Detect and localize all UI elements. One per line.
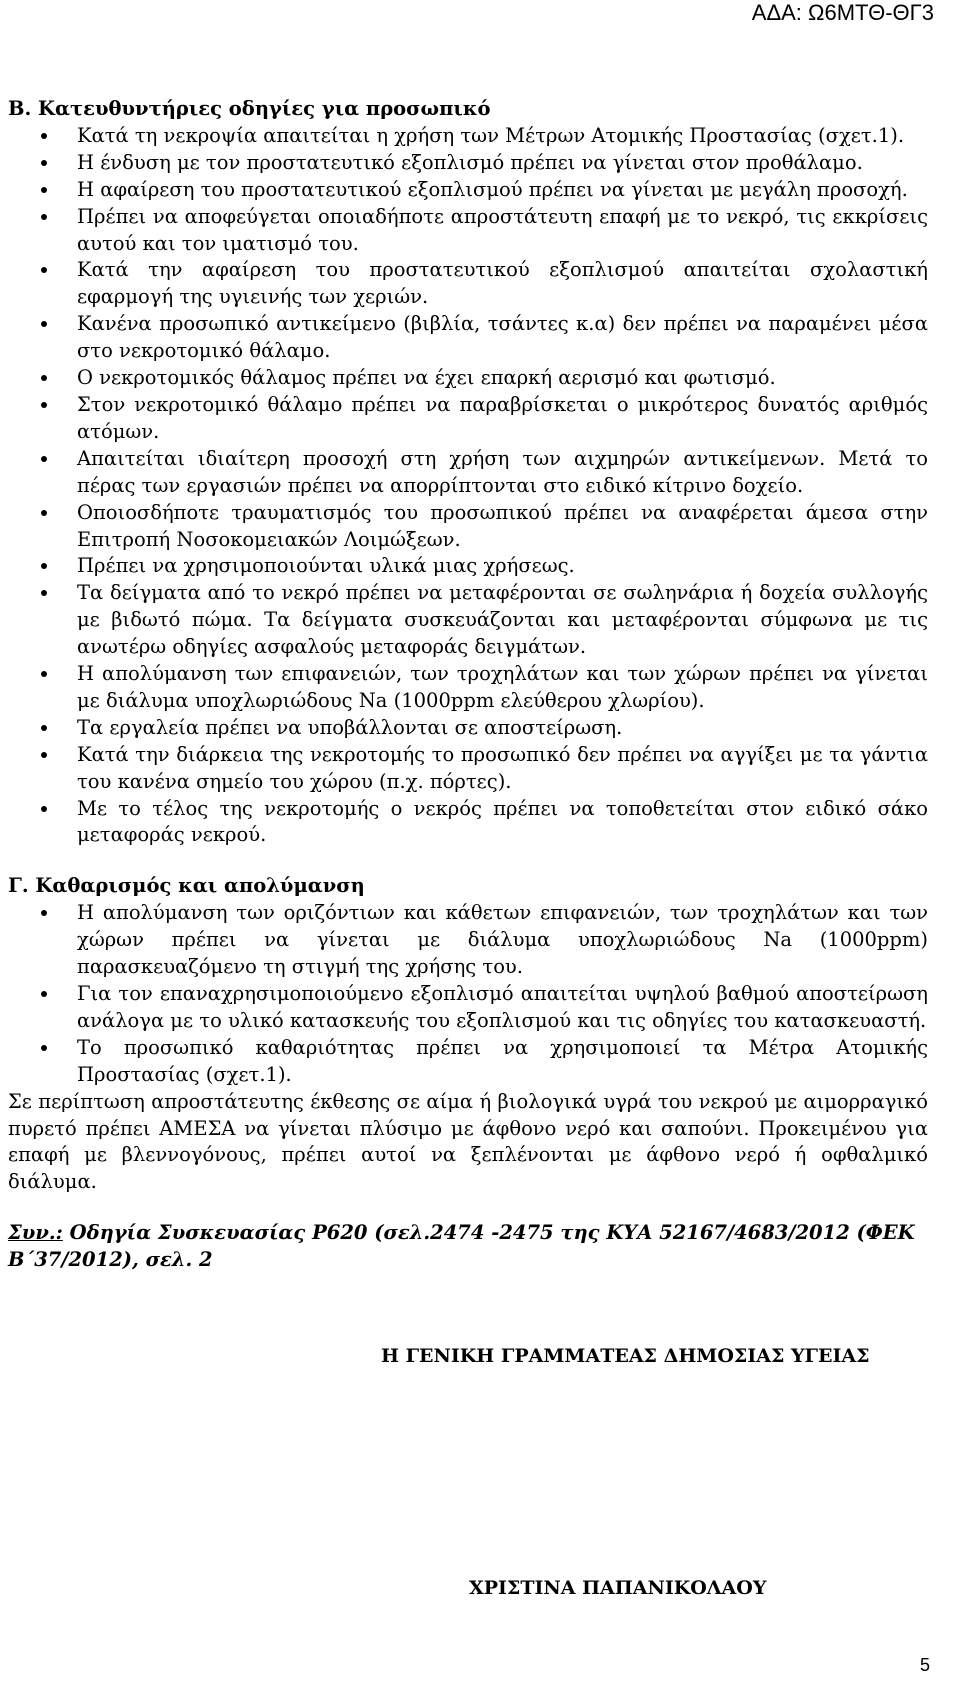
section-b-heading: Β. Κατευθυντήριες οδηγίες για προσωπικό <box>8 97 491 120</box>
attachment-reference <box>8 1220 928 1274</box>
ada-code: ΑΔΑ: Ω6ΜΤΘ-ΘΓ3 <box>751 0 934 25</box>
list-item: Οποιοσδήποτε τραυματισμός του προσωπικού πρέπει να αναφέρεται άμεσα στην Επιτροπή Νοσοκομειακών Λοιμώξεων. <box>8 500 928 554</box>
document-body <box>8 96 928 1274</box>
list-item: Η απολύμανση των οριζόντιων και κάθετων επιφανειών, των τροχηλάτων και των χώρων πρέπει να γίνεται με διάλυμα υποχλωριώδους Na (1000ppm) παρασκευαζόμενο τη στιγμή της χρήσης του. <box>8 900 928 981</box>
section-c-list <box>8 900 928 1088</box>
signer-name: ΧΡΙΣΤΙΝΑ ΠΑΠΑΝΙΚΟΛΑΟΥ <box>469 1577 767 1599</box>
list-item: Πρέπει να αποφεύγεται οποιαδήποτε απροστάτευτη επαφή με το νεκρό, τις εκκρίσεις αυτού και τον ιματισμό του. <box>8 204 928 258</box>
list-item: Για τον επαναχρησιμοποιούμενο εξοπλισμό απαιτείται υψηλού βαθμού αποστείρωση ανάλογα με το υλικό κατασκευής του εξοπλισμού και τις οδηγίες του κατασκευαστή. <box>8 981 928 1035</box>
list-item: Η ένδυση με τον προστατευτικό εξοπλισμό πρέπει να γίνεται στον προθάλαμο. <box>8 150 928 177</box>
list-item: Κατά την αφαίρεση του προστατευτικού εξοπλισμού απαιτείται σχολαστική εφαρμογή της υγιεινής των χεριών. <box>8 257 928 311</box>
list-item: Τα δείγματα από το νεκρό πρέπει να μεταφέρονται σε σωληνάρια ή δοχεία συλλογής με βιδωτό πώμα. Τα δείγματα συσκευάζονται και μεταφέρονται σύμφωνα με τις ανωτέρω οδηγίες ασφαλούς μεταφοράς δειγμάτων. <box>8 580 928 661</box>
exposure-paragraph: Σε περίπτωση απροστάτευτης έκθεσης σε αίμα ή βιολογικά υγρά του νεκρού με αιμορραγικό πυρετό πρέπει ΑΜΕΣΑ να γίνεται πλύσιμο με άφθονο νερό και σαπούνι. Προκειμένου για επαφή με βλεννογόνους, πρέπει αυτοί να ξεπλένονται με άφθονο νερό ή οφθαλμικό διάλυμα. <box>8 1089 928 1194</box>
attachment-text: Οδηγία Συσκευασίας P620 (σελ.2474 -2475 της ΚΥΑ 52167/4683/2012 (ΦΕΚ Β΄37/2012), σελ. 2 <box>8 1221 915 1272</box>
list-item: Με το τέλος της νεκροτομής ο νεκρός πρέπει να τοποθετείται στον ειδικό σάκο μεταφοράς νεκρού. <box>8 796 928 850</box>
list-item: Το προσωπικό καθαριότητας πρέπει να χρησιμοποιεί τα Μέτρα Ατομικής Προστασίας (σχετ.1). <box>8 1035 928 1089</box>
list-item: Απαιτείται ιδιαίτερη προσοχή στη χρήση των αιχμηρών αντικείμενων. Μετά το πέρας των εργασιών πρέπει να απορρίπτονται στο ειδικό κίτρινο δοχείο. <box>8 446 928 500</box>
list-item: Κατά τη νεκροψία απαιτείται η χρήση των Μέτρων Ατομικής Προστασίας (σχετ.1). <box>8 123 928 150</box>
list-item: Στον νεκροτομικό θάλαμο πρέπει να παραβρίσκεται ο μικρότερος δυνατός αριθμός ατόμων. <box>8 392 928 446</box>
list-item: Η απολύμανση των επιφανειών, των τροχηλάτων και των χώρων πρέπει να γίνεται με διάλυμα υποχλωριώδους Na (1000ppm ελεύθερου χλωρίου). <box>8 661 928 715</box>
section-c-heading: Γ. Καθαρισμός και απολύμανση <box>8 874 365 898</box>
list-item: Κατά την διάρκεια της νεκροτομής το προσωπικό δεν πρέπει να αγγίξει με τα γάντια του κανένα σημείο του χώρου (π.χ. πόρτες). <box>8 742 928 796</box>
page-number: 5 <box>919 1655 930 1675</box>
section-b-list <box>8 123 928 849</box>
signer-title: Η ΓΕΝΙΚΗ ΓΡΑΜΜΑΤΕΑΣ ΔΗΜΟΣΙΑΣ ΥΓΕΙΑΣ <box>381 1345 870 1367</box>
list-item: Η αφαίρεση του προστατευτικού εξοπλισμού πρέπει να γίνεται με μεγάλη προσοχή. <box>8 177 928 204</box>
list-item: Πρέπει να χρησιμοποιούνται υλικά μιας χρήσεως. <box>8 553 928 580</box>
attachment-label: Συν.: <box>8 1221 63 1245</box>
list-item: Τα εργαλεία πρέπει να υποβάλλονται σε αποστείρωση. <box>8 715 928 742</box>
list-item: Κανένα προσωπικό αντικείμενο (βιβλία, τσάντες κ.α) δεν πρέπει να παραμένει μέσα στο νεκροτομικό θάλαμο. <box>8 311 928 365</box>
list-item: Ο νεκροτομικός θάλαμος πρέπει να έχει επαρκή αερισμό και φωτισμό. <box>8 365 928 392</box>
